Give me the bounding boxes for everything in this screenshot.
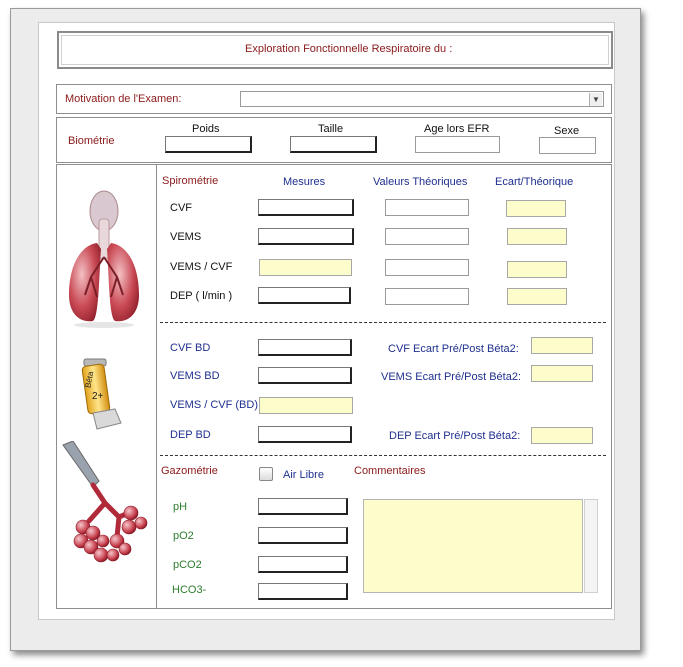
vems-cvf-bd-field[interactable] bbox=[259, 397, 353, 414]
commentaires-scrollbar[interactable] bbox=[584, 499, 598, 593]
sexe-label: Sexe bbox=[554, 125, 580, 137]
motivation-frame bbox=[56, 84, 612, 114]
motivation-select[interactable] bbox=[240, 91, 604, 107]
vems-cvf-ecart-field[interactable] bbox=[507, 261, 567, 278]
ph-label: pH bbox=[173, 501, 188, 513]
section-divider bbox=[160, 455, 606, 456]
vems-cvf-theorique-field[interactable] bbox=[385, 259, 469, 276]
pco2-label: pCO2 bbox=[173, 559, 202, 571]
dep-mesure-field[interactable] bbox=[258, 287, 351, 304]
mesures-header: Mesures bbox=[283, 176, 326, 188]
section-divider bbox=[160, 322, 606, 323]
vems-label: VEMS bbox=[170, 231, 202, 243]
pco2-field[interactable] bbox=[258, 556, 348, 573]
poids-field[interactable] bbox=[165, 136, 252, 153]
cvf-ecart-beta2-label: CVF Ecart Pré/Post Béta2: bbox=[388, 343, 519, 355]
title-frame bbox=[57, 31, 613, 69]
cvf-ecart-beta2-field[interactable] bbox=[531, 337, 593, 354]
poids-label: Poids bbox=[192, 123, 220, 135]
vems-cvf-mesure-field[interactable] bbox=[259, 259, 352, 276]
inhaler-label: Béta bbox=[83, 370, 96, 389]
vems-theorique-field[interactable] bbox=[385, 228, 469, 245]
po2-label: pO2 bbox=[173, 530, 194, 542]
cvf-label: CVF bbox=[170, 202, 192, 214]
gazometrie-title: Gazométrie bbox=[161, 465, 218, 477]
biometrie-label: Biométrie bbox=[68, 135, 115, 147]
age-field[interactable] bbox=[415, 136, 500, 153]
ph-field[interactable] bbox=[258, 498, 348, 515]
dep-ecart-field[interactable] bbox=[507, 288, 567, 305]
sexe-field[interactable] bbox=[539, 137, 596, 154]
dep-theorique-field[interactable] bbox=[385, 288, 469, 305]
air-libre-label: Air Libre bbox=[283, 469, 324, 481]
dep-label: DEP ( l/min ) bbox=[170, 290, 233, 302]
inhaler-dose: 2+ bbox=[92, 391, 104, 402]
vems-cvf-bd-label: VEMS / CVF (BD) bbox=[170, 399, 259, 411]
chevron-down-icon[interactable]: ▼ bbox=[589, 93, 602, 106]
vems-bd-field[interactable] bbox=[258, 367, 352, 384]
commentaires-textarea[interactable] bbox=[363, 499, 583, 593]
taille-field[interactable] bbox=[290, 136, 377, 153]
valeurs-theoriques-header: Valeurs Théoriques bbox=[373, 176, 468, 188]
cvf-ecart-field[interactable] bbox=[506, 200, 566, 217]
taille-label: Taille bbox=[318, 123, 344, 135]
dep-ecart-beta2-field[interactable] bbox=[531, 427, 593, 444]
air-libre-checkbox[interactable] bbox=[259, 467, 273, 481]
hco3-label: HCO3- bbox=[172, 584, 207, 596]
results-section bbox=[156, 164, 612, 609]
vems-bd-label: VEMS BD bbox=[170, 370, 220, 382]
bronchi-alveoli-illustration bbox=[59, 441, 153, 575]
cvf-bd-field[interactable] bbox=[258, 339, 352, 356]
po2-field[interactable] bbox=[258, 527, 348, 544]
age-label: Age lors EFR bbox=[424, 123, 490, 135]
inhaler-illustration bbox=[79, 357, 129, 433]
cvf-theorique-field[interactable] bbox=[385, 199, 469, 216]
motivation-label: Motivation de l'Examen: bbox=[65, 93, 182, 105]
commentaires-label: Commentaires bbox=[354, 465, 426, 477]
dep-bd-field[interactable] bbox=[258, 426, 352, 443]
page-title: Exploration Fonctionnelle Respiratoire du : bbox=[245, 43, 453, 55]
lungs-illustration bbox=[61, 185, 147, 329]
dep-bd-label: DEP BD bbox=[170, 429, 211, 441]
spirometrie-title: Spirométrie bbox=[162, 175, 219, 187]
vems-ecart-beta2-field[interactable] bbox=[531, 365, 593, 382]
dep-ecart-beta2-label: DEP Ecart Pré/Post Béta2: bbox=[389, 430, 521, 442]
vems-cvf-label: VEMS / CVF bbox=[170, 261, 233, 273]
cvf-mesure-field[interactable] bbox=[258, 199, 354, 216]
hco3-field[interactable] bbox=[258, 583, 348, 600]
ecart-theorique-header: Ecart/Théorique bbox=[495, 176, 574, 188]
cvf-bd-label: CVF BD bbox=[170, 342, 211, 354]
vems-ecart-beta2-label: VEMS Ecart Pré/Post Béta2: bbox=[381, 371, 522, 383]
biometrie-frame bbox=[56, 117, 612, 163]
vems-mesure-field[interactable] bbox=[258, 228, 354, 245]
illustration-column bbox=[56, 164, 157, 609]
vems-ecart-field[interactable] bbox=[507, 228, 567, 245]
